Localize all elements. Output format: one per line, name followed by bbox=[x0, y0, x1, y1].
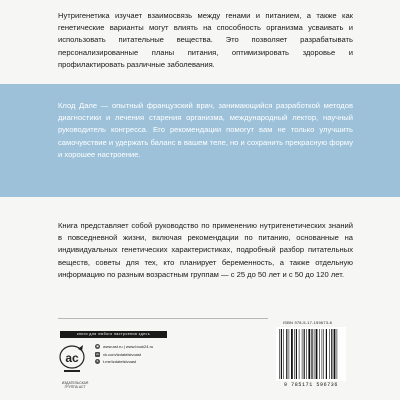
link-row-vk[interactable] bbox=[95, 351, 170, 359]
author-bio-paragraph: Клод Дале — опытный французский врач, занимающийся разработкой методов диагностики и лечения старения организма, международный лектор, научный руководитель конгресса. Его рекомендации помогут вам не только улучшить самочувствие и удержать баланс в вашем теле, но и сохранить прекрасную форму и хорошее настроение. bbox=[58, 100, 353, 160]
barcode-icon bbox=[276, 327, 346, 381]
intro-paragraph: Нутригенетика изучает взаимосвязь между генами и питанием, а также как генетические варианты могут влиять на способность организма усваивать и использовать питательные вещества. Это позволяет разрабатывать персонализированные планы питания, оптимизировать здоровье и профилактировать различные заболевания. bbox=[58, 10, 353, 70]
book-description-paragraph: Книга представляет собой руководство по применению нутригенетических знаний в повседневной жизни, включая рекомендации по питанию, основанные на индивидуальных генетических характеристиках, подробный разбор питательных веществ, советы для тех, кто планирует беременность, а также отдельную информацию по разным возрастным группам — с 25 до 50 лет и с 50 до 120 лет. bbox=[58, 220, 353, 280]
vk-icon: vk bbox=[96, 351, 99, 356]
footer-divider bbox=[58, 318, 268, 319]
barcode-digits: 9 785171 596736 bbox=[283, 382, 338, 388]
isbn-label: ISBN 978-5-17-159673-6 bbox=[283, 320, 333, 325]
link-row-web[interactable] bbox=[95, 343, 170, 351]
globe-icon: ◉ bbox=[96, 344, 99, 349]
telegram-icon: ➤ bbox=[96, 359, 99, 364]
ast-logo-icon bbox=[58, 343, 86, 377]
link-text-web: www.ast.ru | www.book24.ru bbox=[103, 344, 154, 349]
link-text-telegram: t.me/izdatelstvoast bbox=[103, 359, 137, 364]
publisher-name: ИЗДАТЕЛЬСКАЯ ГРУППА АСТ bbox=[61, 381, 89, 389]
link-text-vk: vk.com/izdatelstvoast bbox=[103, 351, 142, 357]
link-row-telegram[interactable] bbox=[95, 358, 170, 366]
svg-text:ас: ас bbox=[65, 351, 79, 365]
publisher-links bbox=[95, 343, 170, 366]
slogan-strip: книги для любого настроения здесь bbox=[60, 331, 167, 338]
